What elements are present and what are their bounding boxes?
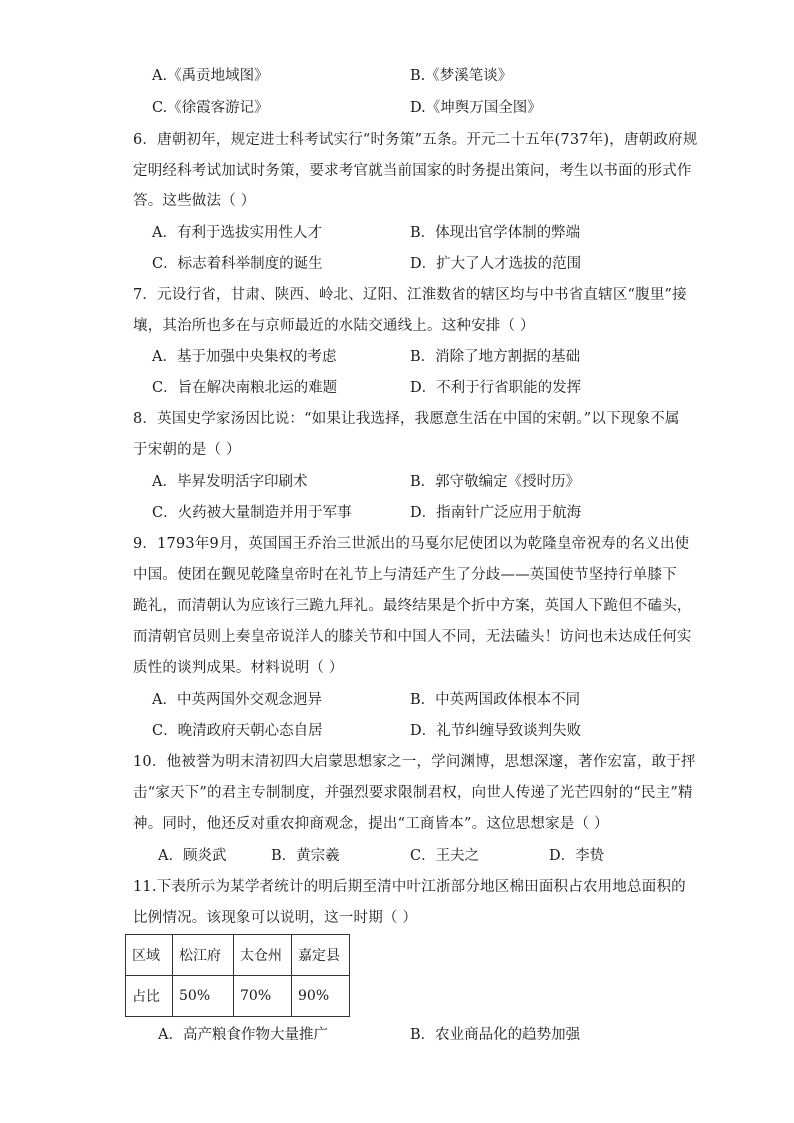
table-cell: 50%: [173, 976, 234, 1017]
q8-option-d: D．指南针广泛应用于航海: [410, 505, 582, 521]
q10-option-a: A．顾炎武: [158, 848, 227, 864]
q9-option-d: D．礼节纠缠导致谈判失败: [410, 723, 582, 739]
q6-stem-line-3: 答。这些做法（ ）: [133, 193, 256, 209]
q10-stem-line-2: 击“家天下”的君主专制制度，并强烈要求限制君权，向世人传递了光芒四射的“民主”精: [133, 785, 693, 801]
q8-stem-line-2: 于宋朝的是（ ）: [133, 442, 241, 458]
q6-stem-line-1: 6．唐朝初年，规定进士科考试实行“时务策”五条。开元二十五年(737年)，唐朝政府规: [133, 132, 698, 148]
q7-option-a: A．基于加强中央集权的考虑: [152, 349, 337, 365]
q5-option-b: B.《梦溪笔谈》: [410, 68, 513, 84]
q9-option-a: A．中英两国外交观念迥异: [152, 692, 322, 708]
q9-stem-line-3: 跪礼，而清朝认为应该行三跪九拜礼。最终结果是个折中方案，英国人下跪但不磕头，: [133, 598, 692, 614]
q8-option-a: A．毕昇发明活字印刷术: [152, 474, 308, 490]
q5-option-d: D.《坤舆万国全图》: [410, 100, 542, 116]
table-cell: 70%: [234, 976, 292, 1017]
table-header-row: [126, 935, 350, 976]
q6-option-a: A．有利于选拔实用性人才: [152, 225, 322, 241]
q10-option-b: B．黄宗羲: [271, 848, 340, 864]
q10-stem-line-1: 10．他被誉为明末清初四大启蒙思想家之一，学问渊博，思想深邃，著作宏富，敢于抨: [133, 754, 696, 770]
q9-option-b: B．中英两国政体根本不同: [410, 692, 581, 708]
q8-stem-line-1: 8．英国史学家汤因比说：“如果让我选择，我愿意生活在中国的宋朝。”以下现象不属: [133, 411, 680, 427]
q6-option-c: C．标志着科举制度的诞生: [152, 256, 323, 272]
q9-stem-line-1: 9．1793年9月，英国国王乔治三世派出的马戛尔尼使团以为乾隆皇帝祝寿的名义出使: [133, 536, 690, 552]
q7-option-c: C．旨在解决南粮北运的难题: [152, 380, 338, 396]
q7-option-b: B．消除了地方割据的基础: [410, 349, 581, 365]
q5-option-c: C.《徐霞客游记》: [152, 100, 269, 116]
q7-option-d: D．不利于行省职能的发挥: [410, 380, 582, 396]
q11-stem-line-1: 11.下表所示为某学者统计的明后期至清中叶江浙部分地区棉田面积占农用地总面积的: [133, 879, 686, 895]
q9-option-c: C．晚清政府天朝心态自居: [152, 723, 323, 739]
table-cell: 嘉定县: [292, 935, 350, 976]
q7-stem-line-1: 7．元设行省，甘肃、陕西、岭北、辽阳、江淮数省的辖区均与中书省直辖区“腹里”接: [133, 287, 687, 303]
q11-data-table: [125, 934, 350, 1017]
q9-stem-line-2: 中国。使团在觐见乾隆皇帝时在礼节上与清廷产生了分歧——英国使节坚持行单膝下: [133, 567, 677, 583]
q5-option-a: A.《禹贡地域图》: [152, 68, 269, 84]
q10-stem-line-3: 神。同时，他还反对重农抑商观念，提出“工商皆本”。这位思想家是（ ）: [133, 816, 609, 832]
q7-stem-line-2: 壤，其治所也多在与京师最近的水陆交通线上。这种安排（ ）: [133, 318, 535, 334]
q11-option-a: A．高产粮食作物大量推广: [158, 1027, 328, 1043]
table-cell: 太仓州: [234, 935, 292, 976]
q6-option-d: D．扩大了人才选拔的范围: [410, 256, 582, 272]
table-cell: 松江府: [173, 935, 234, 976]
q9-stem-line-5: 质性的谈判成果。材料说明（ ）: [133, 660, 344, 676]
table-cell: 占比: [126, 976, 173, 1017]
table-row: [126, 976, 350, 1017]
q10-option-d: D．李贽: [549, 848, 605, 864]
q9-stem-line-4: 而清朝官员则上奏皇帝说洋人的膝关节和中国人不同，无法磕头！访问也未达成任何实: [133, 629, 692, 645]
table-cell: 90%: [292, 976, 350, 1017]
q8-option-b: B．郭守敬编定《授时历》: [410, 474, 581, 490]
q11-option-b: B．农业商品化的趋势加强: [410, 1027, 581, 1043]
q8-option-c: C．火药被大量制造并用于军事: [152, 505, 352, 521]
q10-option-c: C．王夫之: [410, 848, 480, 864]
q11-stem-line-2: 比例情况。该现象可以说明，这一时期（ ）: [133, 910, 418, 926]
table-cell: 区域: [126, 935, 173, 976]
q6-option-b: B．体现出官学体制的弊端: [410, 225, 581, 241]
q6-stem-line-2: 定明经科考试加试时务策，要求考官就当前国家的时务提出策问，考生以书面的形式作: [133, 163, 692, 179]
